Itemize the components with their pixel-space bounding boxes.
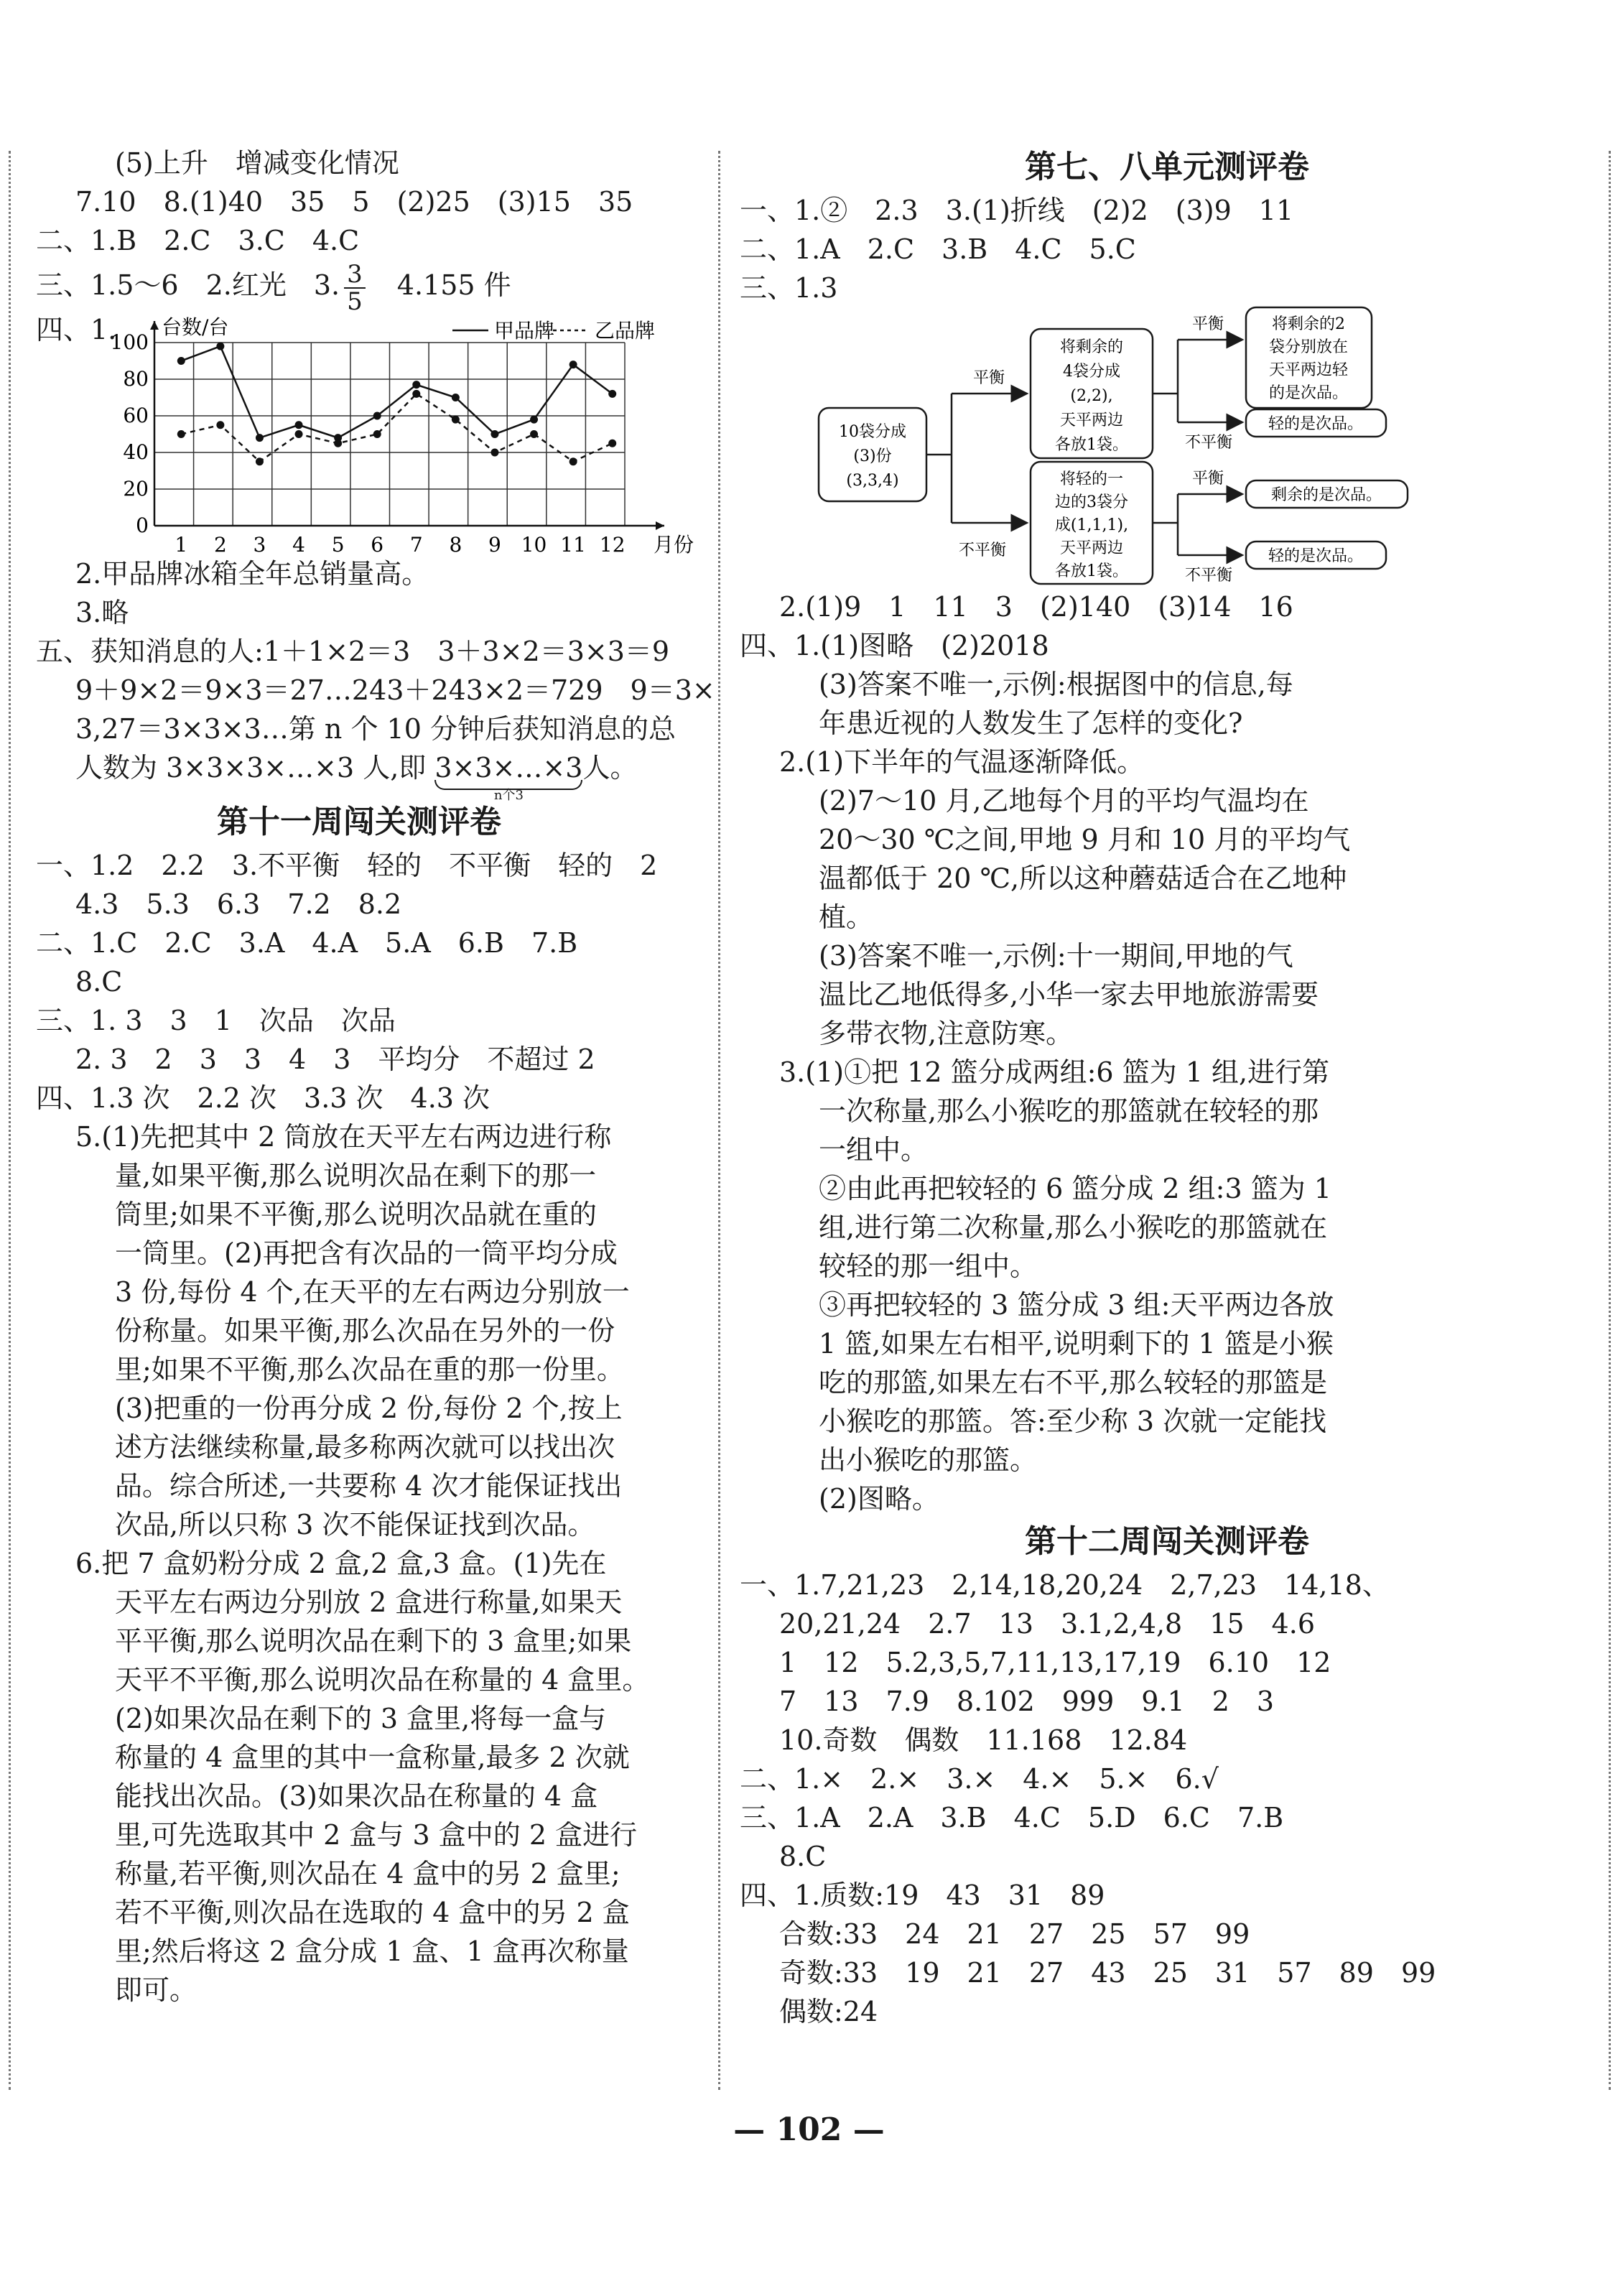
chart-x-tick-label: 1 — [175, 533, 188, 557]
chart-y-tick-label: 80 — [123, 367, 149, 391]
legend-label: 乙品牌 — [595, 319, 656, 343]
answer-line: 四、1.(1)图略 (2)2018 — [740, 630, 1049, 661]
chart-x-tick-label: 3 — [253, 533, 266, 557]
answer-line: 二、1.B 2.C 3.C 4.C — [36, 225, 360, 256]
answer-line: 3 份,每份 4 个,在天平的左右两边分别放一 — [115, 1276, 630, 1308]
answer-line: 3,27＝3×3×3…第 n 个 10 分钟后获知消息的总 — [75, 713, 676, 745]
chart-data-point — [256, 457, 264, 465]
answer-line: 3.(1)①把 12 篮分成两组:6 篮为 1 组,进行第 — [779, 1056, 1330, 1088]
flow-outcome-text: 的是次品。 — [1268, 384, 1349, 402]
underbrace-expression — [434, 748, 583, 803]
flow-start-text: (3,3,4) — [846, 472, 899, 490]
chart-x-tick-label: 11 — [560, 533, 586, 557]
answer-line: 10.奇数 偶数 11.168 12.84 — [779, 1724, 1188, 1756]
flow-outcome-text: 袋分别放在 — [1268, 338, 1349, 356]
answer-line: (5)上升 增减变化情况 — [115, 147, 399, 179]
flow-step-text: 各放1袋。 — [1055, 436, 1128, 454]
answer-line: 四、1.质数:19 43 31 89 — [740, 1879, 1105, 1911]
left-column — [36, 144, 715, 2009]
answer-line: 能找出次品。(3)如果次品在称量的 4 盒 — [115, 1780, 598, 1812]
answer-line: 6.把 7 盒奶粉分成 2 盒,2 盒,3 盒。(1)先在 — [75, 1548, 607, 1579]
answer-line — [36, 748, 682, 803]
flow-step-text: (2,2), — [1070, 387, 1113, 405]
answer-line: 2. 3 2 3 3 4 3 平均分 不超过 2 — [75, 1044, 595, 1075]
answer-line: 5.(1)先把其中 2 筒放在天平左右两边进行称 — [75, 1121, 612, 1153]
line-chart — [36, 310, 694, 557]
answer-line: 即可。 — [115, 1974, 197, 2006]
answer-line: 7 13 7.9 8.102 999 9.1 2 3 — [779, 1686, 1275, 1717]
chart-data-point — [256, 434, 264, 442]
chart-data-point — [295, 421, 303, 429]
answer-line: 二、1.× 2.× 3.× 4.× 5.× 6.√ — [740, 1763, 1219, 1795]
flow-outcome-text: 天平两边轻 — [1268, 361, 1349, 379]
question-6-answer — [36, 1544, 682, 2009]
answer-line: 五、获知消息的人:1＋1×2＝3 3＋3×2＝3×3＝9 — [36, 636, 670, 667]
answer-line: 里,可先选取其中 2 盒与 3 盒中的 2 盒进行 — [115, 1819, 638, 1851]
chart-data-point — [373, 412, 381, 420]
answer-line: 9＋9×2＝9×3＝27…243＋243×2＝729 9＝3× — [75, 674, 715, 706]
underbrace-note: n个3 — [493, 788, 524, 803]
flow-outcome-text: 剩余的是次品。 — [1270, 486, 1382, 504]
chart-data-point — [177, 357, 185, 365]
answer-line: 一、1.② 2.3 3.(1)折线 (2)2 (3)9 11 — [740, 195, 1294, 226]
chart-data-point — [373, 430, 381, 438]
chart-data-point — [490, 430, 498, 438]
answer-text: 人。 — [582, 752, 638, 784]
answer-line: 天平不平衡,那么说明次品在称量的 4 盒里。 — [115, 1664, 650, 1696]
right-edge-dotted-border — [1609, 151, 1611, 2090]
answer-line: 年患近视的人数发生了怎样的变化? — [819, 707, 1243, 739]
answer-line: 1 篮,如果左右相平,说明剩下的 1 篮是小猴 — [819, 1328, 1334, 1360]
answer-line: 里;如果不平衡,那么次品在重的那一份里。 — [115, 1354, 624, 1385]
flow-start-text: (3)份 — [853, 447, 892, 465]
chart-y-tick-label: 100 — [110, 330, 149, 354]
chart-data-point — [452, 394, 460, 401]
chart-data-point — [216, 343, 224, 350]
answer-line: 一、1.7,21,23 2,14,18,20,24 2,7,23 14,18、 — [740, 1569, 1390, 1601]
flow-step-text: 将轻的一 — [1059, 470, 1124, 488]
answer-line: 组,进行第二次称量,那么小猴吃的那篮就在 — [819, 1212, 1328, 1243]
answer-line: 天平左右两边分别放 2 盒进行称量,如果天 — [115, 1586, 623, 1618]
right-column — [740, 144, 1594, 2031]
answer-line: 一次称量,那么小猴吃的那篮就在较轻的那 — [819, 1095, 1319, 1127]
answer-line: 称量,若平衡,则次品在 4 盒中的另 2 盒里; — [115, 1858, 620, 1890]
answer-line: (2)如果次品在剩下的 3 盒里,将每一盒与 — [115, 1703, 607, 1734]
flow-unbalanced-label: 不平衡 — [1185, 434, 1233, 452]
answer-line: ③再把较轻的 3 篮分成 3 组:天平两边各放 — [819, 1289, 1334, 1321]
answer-line: 8.C — [75, 966, 123, 998]
chart-data-point — [412, 390, 420, 398]
flow-balanced-label: 平衡 — [1192, 470, 1224, 488]
flow-step-text: 天平两边 — [1059, 539, 1124, 557]
answer-line: 3.略 — [75, 597, 129, 628]
section-title: 第七、八单元测评卷 — [1025, 149, 1309, 185]
answer-line: 一筒里。(2)再把含有次品的一筒平均分成 — [115, 1237, 618, 1269]
fraction-numerator: 3 — [344, 261, 366, 289]
answer-line: 二、1.A 2.C 3.B 4.C 5.C — [740, 233, 1136, 265]
flow-step-text: 将剩余的 — [1059, 338, 1124, 356]
answer-line: 2.(1)9 1 11 3 (2)140 (3)14 16 — [779, 591, 1293, 623]
underbrace-text: 3×3×…×3 — [434, 752, 583, 784]
chart-data-point — [608, 390, 616, 398]
answer-line: 三、1.A 2.A 3.B 4.C 5.D 6.C 7.B — [740, 1802, 1284, 1833]
weighing-flowchart — [740, 307, 1594, 587]
flow-step-text: 4袋分成 — [1063, 363, 1120, 381]
chart-data-point — [608, 440, 616, 447]
answer-line — [36, 259, 682, 316]
answer-line: 7.10 8.(1)40 35 5 (2)25 (3)15 35 — [75, 186, 633, 218]
answer-line: 平平衡,那么说明次品在剩下的 3 盒里;如果 — [115, 1625, 632, 1657]
left-edge-dotted-border — [9, 151, 11, 2090]
answer-line: 4.3 5.3 6.3 7.2 8.2 — [75, 888, 402, 920]
answer-line: 一组中。 — [819, 1134, 929, 1166]
chart-y-axis-arrow — [150, 321, 159, 330]
legend-label: 甲品牌 — [494, 319, 555, 343]
chart-data-point — [530, 416, 538, 424]
chart-x-tick-label: 2 — [213, 533, 227, 557]
answer-line: 8.C — [779, 1841, 827, 1872]
flow-start-text: 10袋分成 — [839, 423, 906, 441]
answer-line: 1 12 5.2,3,5,7,11,13,17,19 6.10 12 — [779, 1647, 1331, 1678]
flow-outcome-text: 轻的是次品。 — [1268, 547, 1364, 565]
answer-line: ②由此再把较轻的 6 篮分成 2 组:3 篮为 1 — [819, 1173, 1331, 1204]
answer-line: 20～30 ℃之间,甲地 9 月和 10 月的平均气 — [819, 824, 1351, 855]
answer-line: 一、1.2 2.2 3.不平衡 轻的 不平衡 轻的 2 — [36, 850, 658, 881]
flow-outcome-text: 轻的是次品。 — [1268, 415, 1364, 433]
flow-balanced-label: 平衡 — [1192, 315, 1224, 333]
chart-x-axis-arrow — [656, 521, 664, 530]
chart-data-point — [177, 430, 185, 438]
question-5-answer — [36, 1117, 682, 1544]
flow-step-text: 天平两边 — [1059, 412, 1124, 429]
chart-x-tick-label: 9 — [488, 533, 501, 557]
answer-line: 份称量。如果平衡,那么次品在另外的一份 — [115, 1315, 615, 1347]
answer-text: 人数为 3×3×3×…×3 人,即 — [75, 752, 435, 784]
chart-x-tick-label: 6 — [371, 533, 384, 557]
answer-line: 较轻的那一组中。 — [819, 1250, 1038, 1282]
answer-line: (2)7～10 月,乙地每个月的平均气温均在 — [819, 785, 1309, 817]
answer-text: 三、1.5～6 2.红光 3. — [36, 269, 340, 301]
chart-y-axis-label: 台数/台 — [162, 315, 229, 339]
flow-step-text: 成(1,1,1), — [1054, 516, 1129, 534]
answer-line: 温都低于 20 ℃,所以这种蘑菇适合在乙地种 — [819, 863, 1347, 894]
flow-unbalanced-label: 不平衡 — [959, 542, 1007, 559]
chart-x-tick-label: 10 — [521, 533, 547, 557]
answer-line: 2.甲品牌冰箱全年总销量高。 — [75, 558, 429, 590]
chart-x-tick-label: 8 — [449, 533, 462, 557]
chart-y-tick-label: 20 — [123, 477, 149, 501]
chart-data-point — [490, 449, 498, 457]
chart-x-tick-label: 5 — [331, 533, 345, 557]
chart-series-line — [181, 346, 612, 437]
column-divider — [718, 151, 720, 2090]
flow-balanced-label: 平衡 — [973, 369, 1005, 387]
answer-line: 品。综合所述,一共要称 4 次才能保证找出 — [115, 1470, 623, 1502]
flow-outcome-text: 将剩余的2 — [1272, 315, 1345, 333]
line-chart-block — [36, 310, 694, 557]
answer-line: (3)把重的一份再分成 2 份,每份 2 个,按上 — [115, 1393, 623, 1424]
answer-line: 三、1. 3 3 1 次品 次品 — [36, 1005, 396, 1036]
answer-line: 偶数:24 — [779, 1996, 878, 2027]
chart-data-point — [452, 416, 460, 424]
answer-line: 四、1.3 次 2.2 次 3.3 次 4.3 次 — [36, 1082, 490, 1114]
answer-line: 若不平衡,则次品在选取的 4 盒中的另 2 盒 — [115, 1897, 630, 1928]
answer-line: 量,如果平衡,那么说明次品在剩下的那一 — [115, 1160, 597, 1191]
flow-step-text: 边的3袋分 — [1055, 493, 1128, 511]
answer-line: 三、1.3 — [740, 272, 838, 304]
answer-line: 多带衣物,注意防寒。 — [819, 1018, 1074, 1049]
answer-line: 奇数:33 19 21 27 43 25 31 57 89 99 — [779, 1957, 1436, 1989]
fraction — [344, 261, 366, 315]
flowchart-svg — [740, 307, 1594, 587]
chart-y-tick-label: 0 — [136, 513, 149, 537]
answer-line: 里;然后将这 2 盒分成 1 盒、1 盒再次称量 — [115, 1935, 629, 1967]
answer-line: 出小猴吃的那篮。 — [819, 1444, 1038, 1476]
chart-x-tick-label: 7 — [409, 533, 423, 557]
page-number: — 102 — — [733, 2111, 885, 2148]
section-title: 第十二周闯关测评卷 — [1025, 1523, 1309, 1560]
answer-text: 4.155 件 — [369, 269, 511, 301]
answer-line: 温比乙地低得多,小华一家去甲地旅游需要 — [819, 979, 1319, 1010]
answer-line: 称量的 4 盒里的其中一盒称量,最多 2 次就 — [115, 1742, 630, 1773]
answer-line: 次品,所以只称 3 次不能保证找到次品。 — [115, 1509, 595, 1540]
chart-data-point — [530, 430, 538, 438]
section-title: 第十一周闯关测评卷 — [217, 804, 501, 840]
chart-y-tick-label: 40 — [123, 440, 149, 464]
chart-data-point — [569, 457, 577, 465]
chart-x-tick-label: 12 — [599, 533, 626, 557]
answer-line: (3)答案不唯一,示例:根据图中的信息,每 — [819, 669, 1293, 700]
answer-line: 合数:33 24 21 27 25 57 99 — [779, 1918, 1250, 1950]
chart-x-tick-label: 4 — [292, 533, 305, 557]
chart-data-point — [295, 430, 303, 438]
chart-data-point — [569, 361, 577, 368]
flow-unbalanced-label: 不平衡 — [1185, 567, 1233, 585]
chart-data-point — [412, 381, 420, 389]
answer-line: 吃的那篮,如果左右不平,那么较轻的那篮是 — [819, 1367, 1328, 1398]
chart-data-point — [216, 421, 224, 429]
answer-line: 二、1.C 2.C 3.A 4.A 5.A 6.B 7.B — [36, 927, 578, 959]
answer-line: (2)图略。 — [819, 1483, 939, 1515]
flow-step-text: 各放1袋。 — [1055, 562, 1128, 580]
chart-question-label: 四、1. — [36, 314, 117, 345]
answer-line: 筒里;如果不平衡,那么说明次品就在重的 — [115, 1199, 597, 1230]
answer-line: 20,21,24 2.7 13 3.1,2,4,8 15 4.6 — [779, 1608, 1315, 1640]
answer-line: 述方法继续称量,最多称两次就可以找出次 — [115, 1431, 615, 1463]
chart-y-tick-label: 60 — [123, 404, 149, 427]
answer-line: 小猴吃的那篮。答:至少称 3 次就一定能找 — [819, 1405, 1327, 1437]
fraction-denominator: 5 — [347, 287, 363, 316]
answer-line: (3)答案不唯一,示例:十一期间,甲地的气 — [819, 940, 1293, 972]
answer-line: 植。 — [819, 901, 874, 933]
chart-x-axis-label: 月份 — [654, 533, 694, 557]
answer-line: 2.(1)下半年的气温逐渐降低。 — [779, 746, 1145, 778]
chart-data-point — [334, 440, 342, 447]
